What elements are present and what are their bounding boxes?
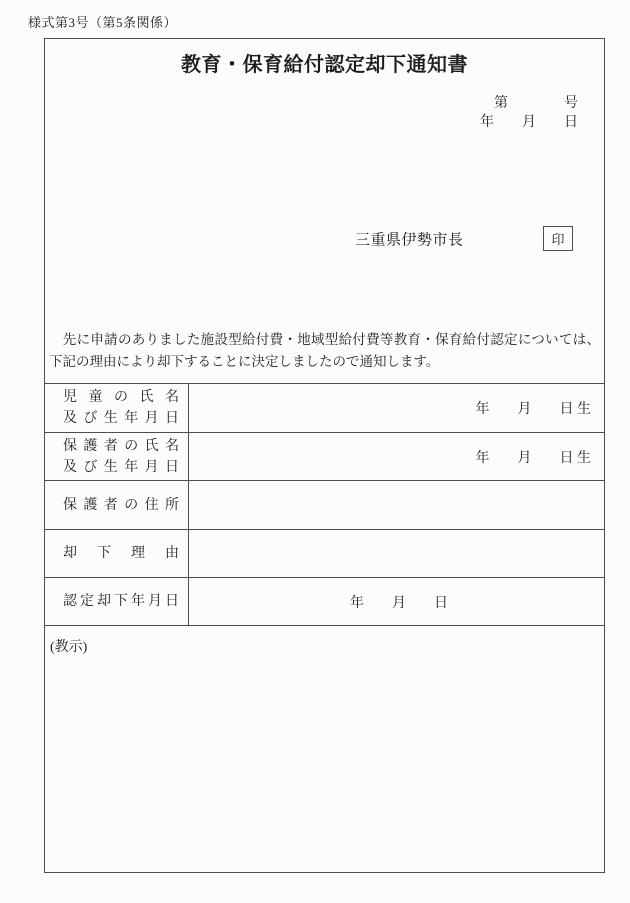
seal-box xyxy=(543,226,573,251)
table-row-guardian-address xyxy=(45,480,604,529)
row-value-child-birthdate: 年 月 日 生 xyxy=(475,402,591,417)
row-label-rejection-reason xyxy=(45,530,189,577)
instruction-section xyxy=(45,625,604,872)
body-paragraph: 先に申請のありました施設型給付費・地域型給付費等教育・保育給付認定については、下記の理由により却下することに決定しましたので通知します。 xyxy=(49,332,600,369)
issuer-row xyxy=(45,226,604,252)
row-label-line: 保護者の住所 xyxy=(63,497,179,513)
row-label-line: 児童の氏名 xyxy=(63,390,179,405)
form-code: 様式第3号（第5条関係） xyxy=(28,15,178,30)
document-title: 教育・保育給付認定却下通知書 xyxy=(181,54,468,76)
row-label-line: 保護者の氏名 xyxy=(63,438,179,454)
seal-label: 印 xyxy=(551,232,565,247)
table-row-child-name xyxy=(45,383,604,432)
row-value-rejection-date: 年 月 日 xyxy=(350,595,448,611)
row-value-guardian-birthdate: 年 月 日 生 xyxy=(475,450,591,466)
row-label-line: 及び生年月日 xyxy=(63,411,179,426)
doc-number-line: 第 号 xyxy=(494,96,578,111)
table-row-rejection-date xyxy=(45,577,604,625)
doc-date-line: 年 月 日 xyxy=(480,115,578,130)
row-label-rejection-date xyxy=(45,578,189,625)
table-row-guardian-name xyxy=(45,432,604,480)
row-label-guardian-name xyxy=(45,433,189,480)
table-row-rejection-reason xyxy=(45,529,604,577)
issuer-name: 三重県伊勢市長 xyxy=(355,232,464,249)
row-label-line: 認定却下年月日 xyxy=(63,594,179,609)
instruction-label: (教示) xyxy=(50,640,88,655)
row-label-line: 却下理由 xyxy=(63,546,179,561)
row-value-rejection-reason xyxy=(189,530,604,577)
notice-sheet xyxy=(44,38,605,873)
info-table xyxy=(45,383,604,625)
doc-number-date-block xyxy=(480,94,578,132)
row-label-guardian-address xyxy=(45,481,189,529)
row-label-line: 及び生年月日 xyxy=(63,459,179,475)
row-label-child-name xyxy=(45,384,189,432)
row-value-guardian-address xyxy=(189,481,604,529)
